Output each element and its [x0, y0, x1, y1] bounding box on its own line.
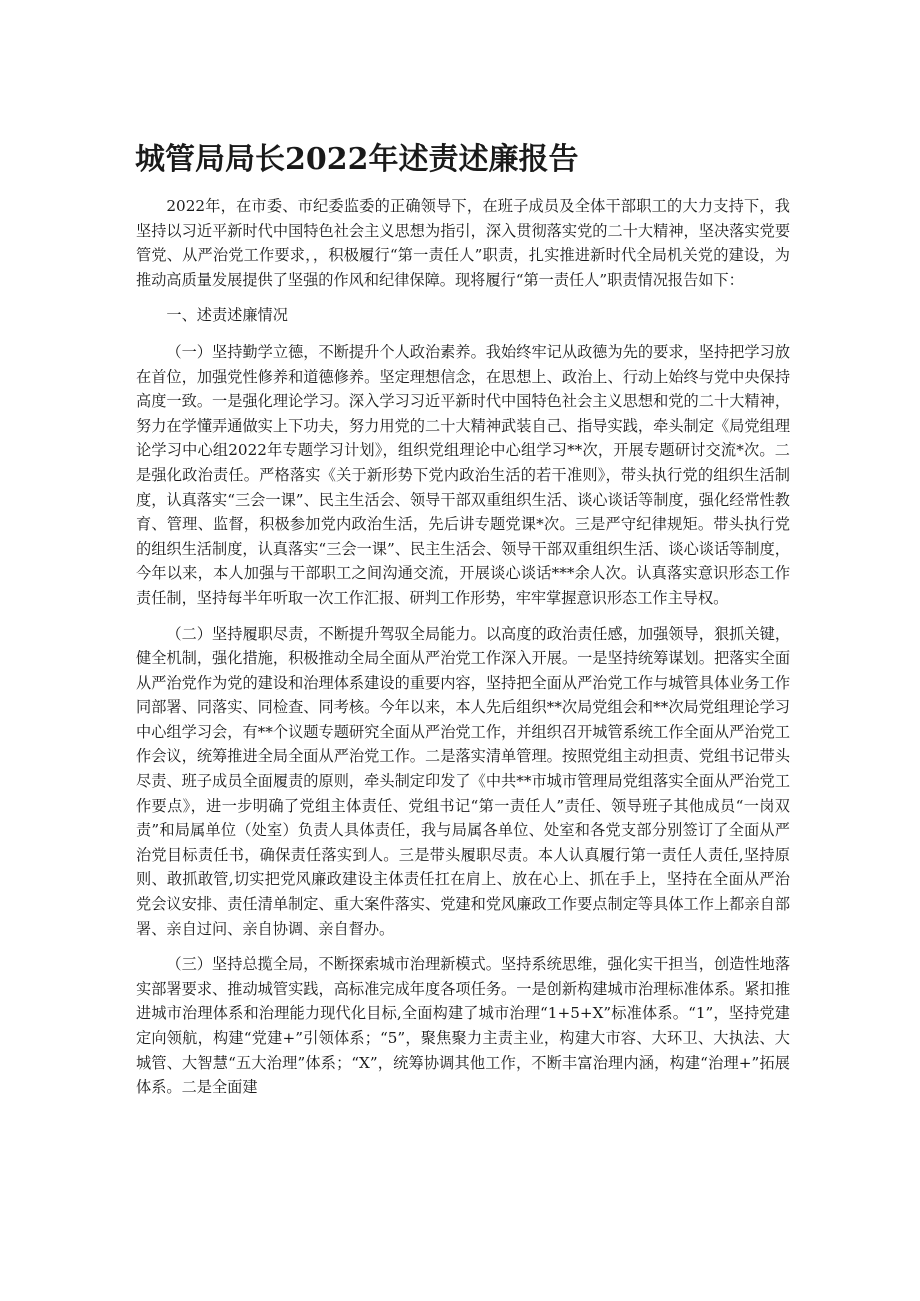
- section-3-paragraph: （三）坚持总揽全局，不断探索城市治理新模式。坚持系统思维，强化实干担当，创造性地落实部署要求、推动城管实践，高标准完成年度各项任务。一是创新构建城市治理标准体系。紧扣推进城市治理体系和治理能力现代化目标,全面构建了城市治理“1+5+X”标准体系。“1”，坚持党建定向领航，构建“党建+”引领体系；“5”，聚焦聚力主责主业，构建大市容、大环卫、大执法、大城管、大智慧“五大治理”体系；“X”，统筹协调其他工作，不断丰富治理内涵，构建“治理+”拓展体系。二是全面建: [136, 955, 790, 1097]
- section-heading: 一、述责述廉情况: [166, 306, 288, 325]
- section-1-paragraph: （一）坚持勤学立德，不断提升个人政治素养。我始终牢记从政德为先的要求，坚持把学习放在首位，加强党性修养和道德修养。坚定理想信念，在思想上、政治上、行动上始终与党中央保持高度一致。一是强化理论学习。深入学习习近平新时代中国特色社会主义思想和党的二十大精神，努力在学懂弄通做实上下功夫，努力用党的二十大精神武装自己、指导实践，牵头制定《局党组理论学习中心组2022年专题学习计划》，组织党组理论中心组学习**次，开展专题研讨交流*次。二是强化政治责任。严格落实《关于新形势下党内政治生活的若干准则》，带头执行党的组织生活制度，认真落实“三会一课”、民主生活会、领导干部双重组织生活、谈心谈话等制度，强化经常性教育、管理、监督，积极参加党内政治生活，先后讲专题党课*次。三是严守纪律规矩。带头执行党的组织生活制度，认真落实“三会一课”、民主生活会、领导干部双重组织生活、谈心谈话等制度，今年以来，本人加强与干部职工之间沟通交流，开展谈心谈话***余人次。认真落实意识形态工作责任制，坚持每半年听取一次工作汇报、研判工作形势，牢牢掌握意识形态工作主导权。: [136, 342, 790, 607]
- intro-paragraph: 2022年，在市委、市纪委监委的正确领导下，在班子成员及全体干部职工的大力支持下，我坚持以习近平新时代中国特色社会主义思想为指引，深入贯彻落实党的二十大精神，坚决落实党要管党、从严治党工作要求，，积极履行“第一责任人”职责，扎实推进新时代全局机关党的建设，为推动高质量发展提供了坚强的作风和纪律保障。现将履行“第一责任人”职责情况报告如下：: [136, 197, 790, 289]
- document-body: [136, 194, 790, 1111]
- section-2-paragraph: （二）坚持履职尽责，不断提升驾驭全局能力。以高度的政治责任感，加强领导，狠抓关键，健全机制，强化措施，积极推动全局全面从严治党工作深入开展。一是坚持统筹谋划。把落实全面从严治党作为党的建设和治理体系建设的重要内容，坚持把全面从严治党工作与城管具体业务工作同部署、同落实、同检查、同考核。今年以来，本人先后组织**次局党组会和**次局党组理论学习中心组学习会，有**个议题专题研究全面从严治党工作，并组织召开城管系统工作全面从严治党工作会议，统筹推进全局全面从严治党工作。二是落实清单管理。按照党组主动担责、党组书记带头尽责、班子成员全面履责的原则，牵头制定印发了《中共**市城市管理局党组落实全面从严治党工作要点》，进一步明确了党组主体责任、党组书记“第一责任人”责任、领导班子其他成员“一岗双责”和局属单位（处室）负责人具体责任，我与局属各单位、处室和各党支部分别签订了全面从严治党目标责任书，确保责任落实到人。三是带头履职尽责。本人认真履行第一责任人责任,坚持原则、敢抓敢管,切实把党风廉政建设主体责任扛在肩上、放在心上、抓在手上，坚持在全面从严治党会议安排、责任清单制定、重大案件落实、党建和党风廉政工作要点制定等具体工作上都亲自部署、亲自过问、亲自协调、亲自督办。: [136, 624, 790, 938]
- document-title: 城管局局长2022年述责述廉报告: [135, 142, 579, 177]
